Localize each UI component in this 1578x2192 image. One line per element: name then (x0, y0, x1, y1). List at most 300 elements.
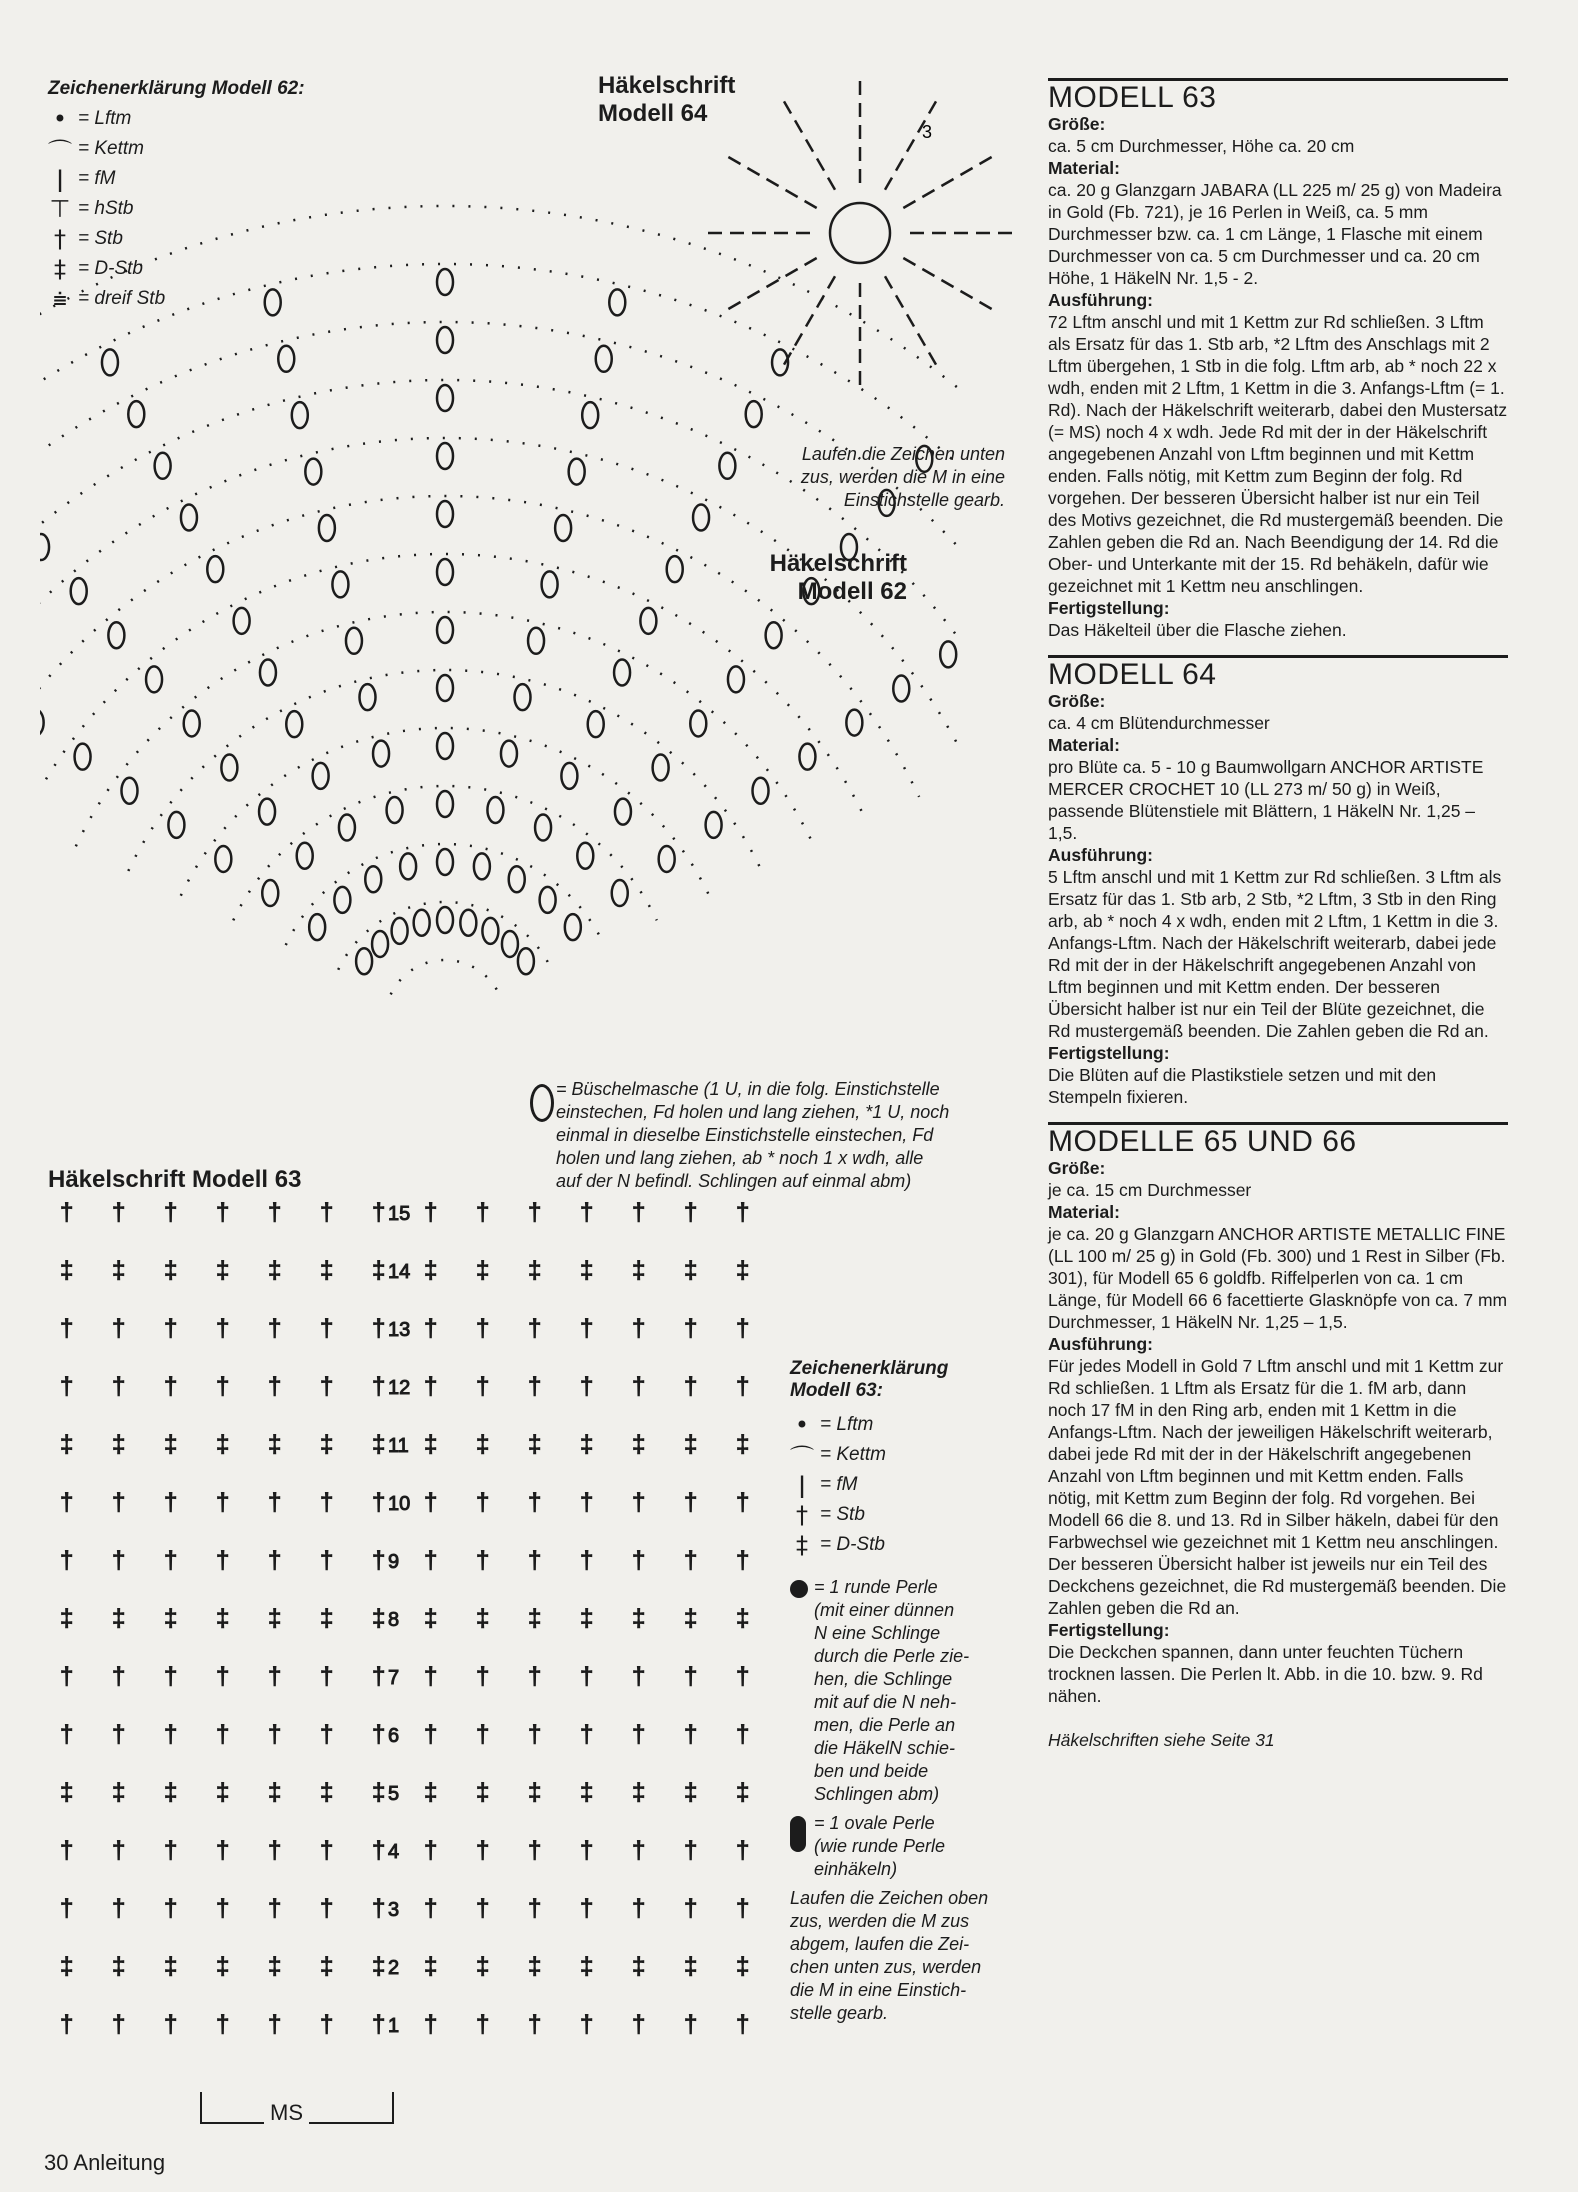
cluster-stitch (893, 675, 909, 701)
stitch-mark: † (372, 1895, 386, 1922)
stitch-mark: † (320, 2011, 334, 2038)
stitch-mark: ‡ (736, 1257, 750, 1284)
stitch-mark: ‡ (60, 1779, 74, 1806)
cluster-stitch (569, 459, 585, 485)
stitch-mark: ‡ (268, 1779, 282, 1806)
row-number: 10 (388, 1493, 411, 1515)
stitch-mark: ‡ (684, 1257, 698, 1284)
legend-text-line: = 1 runde Perle (814, 1577, 938, 1597)
cluster-stitch (474, 853, 490, 879)
stitch-mark: ‡ (372, 1779, 386, 1806)
cluster-stitch (437, 675, 453, 701)
stitch-mark: † (476, 1489, 490, 1516)
cluster-stitch (693, 504, 709, 530)
legend-text-line: ben und beide (814, 1761, 929, 1781)
stitch-mark: ‡ (424, 1953, 438, 1980)
cluster-stitch (234, 608, 250, 634)
row-number: 6 (388, 1725, 400, 1747)
stitch-mark: † (164, 2011, 178, 2038)
stitch-mark: † (112, 1489, 126, 1516)
stitch-mark (960, 168, 972, 175)
stitch-mark: † (684, 1895, 698, 1922)
stitch-mark: ‡ (164, 1605, 178, 1632)
cluster-stitch (588, 711, 604, 737)
stitch-mark: ‡ (580, 1431, 594, 1458)
stitch-mark: ‡ (632, 1605, 646, 1632)
stitch-mark: † (216, 1373, 230, 1400)
stitch-mark: † (268, 1315, 282, 1342)
legend-text-line: (wie runde Perle (814, 1836, 946, 1856)
stitch-symbol-icon: † (54, 225, 66, 253)
legend-text-line: einhäkeln) (814, 1859, 898, 1879)
stitch-mark: † (476, 2011, 490, 2038)
stitch-mark: † (476, 1315, 490, 1342)
stitch-mark: ‡ (580, 1779, 594, 1806)
stitch-mark: † (424, 1199, 438, 1226)
stitch-mark: † (528, 1895, 542, 1922)
cluster-stitch (799, 744, 815, 770)
cluster-stitch (181, 504, 197, 530)
stitch-mark: ‡ (684, 1779, 698, 1806)
chart-63-title: Häkelschrift Modell 63 (48, 1166, 302, 1193)
cluster-stitch (305, 459, 321, 485)
row-number: 9 (388, 1551, 400, 1573)
stitch-mark: † (476, 1199, 490, 1226)
cluster-stitch (460, 910, 476, 936)
stitch-mark: † (580, 1837, 594, 1864)
instructions-column (1048, 78, 1508, 1765)
stitch-mark: ‡ (372, 1605, 386, 1632)
stitch-mark: † (580, 1663, 594, 1690)
cluster-stitch (286, 711, 302, 737)
legend-text-line: zus, werden die M zus (790, 1911, 970, 1931)
stitch-mark: † (684, 1373, 698, 1400)
svg-text:3: 3 (922, 122, 933, 142)
stitch-mark: † (372, 1547, 386, 1574)
stitch-mark: ‡ (372, 1953, 386, 1980)
cluster-stitch (555, 515, 571, 541)
stitch-mark: ‡ (580, 1605, 594, 1632)
cluster-stitch (278, 346, 294, 372)
stitch-mark: † (320, 1837, 334, 1864)
section-modell-63: MODELL 63 Größe: ca. 5 cm Durchmesser, Höhe ca. 20 cm Material: ca. 20 g Glanzgarn JABARA (LL 225 m/ 25 g) von Madeira in Gold (Fb. 721), je 16 Perlen in Weiß, ca. 5 mm Durchmesser bzw. ca. 1 cm Länge, 1 Flasche mit einem Durchmesser von ca. 5 cm Durchmesser und ca. 20 cm Höhe, 1 HäkelN Nr. 1,5 - 2. Ausführung: 72 Lftm anschl und mit 1 Kettm zur Rd schließen. 3 Lftm als Ersatz für das 1. Stb arb, *2 Lftm des Anschlags mit 2 Lftm übergehen, 1 Stb in die folg. Lftm arb, ab * noch 22 x wdh, enden mit 2 Lftm, 1 Kettm in die 3. Anfangs-Lftm (= 1. Rd). Nach der Häkelschrift weiterarb, dabei den Mustersatz (= MS) noch 4 x wdh. Jede Rd mit der in der Häkelschrift angegebenen Anzahl von Lftm beginnen und mit Kettm enden. Falls nötig, mit Kettm zum Beginn der folg. Rd vorgehen. Der besseren Übersicht halber ist nur ein Teil des Motivs gezeichnet, die Rd mustergemäß beenden. Die Zahlen geben die Rd an. Nach Beendigung der 14. Rd die Ober- und Unterkante mit der 15. Rd behäkeln, dafür wie gezeichnet mit 1 Kettm neu anschlingen. Fertigstellung: Das Häkelteil über die Flasche ziehen. (1048, 78, 1508, 641)
stitch-mark: † (632, 1373, 646, 1400)
stitch-label: = fM (820, 1474, 858, 1495)
legend-text-line: = 1 ovale Perle (814, 1813, 935, 1833)
stitch-mark: † (684, 1315, 698, 1342)
cluster-stitch (582, 402, 598, 428)
chart-64-note: Laufen die Zeichen unten zus, werden die M in eine Einstichstelle gearb. (800, 444, 1005, 510)
stitch-mark: † (684, 1547, 698, 1574)
cluster-stitch (372, 931, 388, 957)
stitch-mark: ‡ (320, 1257, 334, 1284)
stitch-mark: † (112, 1547, 126, 1574)
stitch-mark: † (424, 1895, 438, 1922)
stitch-mark: † (632, 2011, 646, 2038)
stitch-mark: † (424, 1315, 438, 1342)
cluster-stitch (437, 791, 453, 817)
cluster-stitch (265, 289, 281, 315)
stitch-mark: ‡ (684, 1605, 698, 1632)
row-number: 1 (388, 2015, 400, 2037)
legend-63-item (790, 1440, 1010, 1470)
stitch-mark: † (684, 1721, 698, 1748)
stitch-mark: ‡ (216, 1779, 230, 1806)
stitch-label: = Lftm (820, 1414, 874, 1435)
stitch-label: = hStb (78, 198, 134, 219)
stitch-label: = Kettm (820, 1444, 886, 1465)
stitch-mark: ‡ (476, 1605, 490, 1632)
stitch-mark: † (424, 1663, 438, 1690)
stitch-label: = D-Stb (78, 258, 143, 279)
chain-row (40, 496, 919, 797)
cluster-stitch (346, 628, 362, 654)
stitch-mark: ‡ (424, 1779, 438, 1806)
legend-text-line: mit auf die N neh- (814, 1692, 957, 1712)
stitch-mark: ‡ (528, 1779, 542, 1806)
row-number: 11 (388, 1435, 409, 1457)
cluster-stitch (334, 887, 350, 913)
stitch-mark: ‡ (112, 1257, 126, 1284)
stitch-mark: ‡ (632, 1953, 646, 1980)
stitch-mark: ‡ (632, 1431, 646, 1458)
stitch-mark: † (320, 1721, 334, 1748)
cluster-stitch (640, 608, 656, 634)
stitch-mark: † (60, 1547, 74, 1574)
cluster-stitch (392, 918, 408, 944)
stitch-mark: ‡ (424, 1605, 438, 1632)
stitch-mark: ‡ (424, 1257, 438, 1284)
stitch-mark: † (580, 1547, 594, 1574)
cluster-stitch (260, 660, 276, 686)
cluster-stitch (221, 755, 237, 781)
heading-modelle-65-66: MODELLE 65 UND 66 (1048, 1122, 1508, 1157)
cluster-stitch (387, 797, 403, 823)
stitch-mark (980, 302, 992, 309)
stitch-mark: † (632, 1837, 646, 1864)
stitch-mark: † (528, 1199, 542, 1226)
cluster-stitch (518, 948, 534, 974)
cluster-stitch (437, 501, 453, 527)
cluster-stitch (292, 402, 308, 428)
stitch-mark: † (164, 1837, 178, 1864)
stitch-mark: ‡ (528, 1257, 542, 1284)
cluster-stitch (577, 843, 593, 869)
stitch-label: = Stb (820, 1504, 865, 1525)
stitch-mark: † (424, 1373, 438, 1400)
stitch-mark: † (60, 1489, 74, 1516)
stitch-mark: † (736, 1895, 750, 1922)
legend-text-line: durch die Perle zie- (814, 1646, 970, 1666)
stitch-mark: † (268, 1663, 282, 1690)
cluster-stitch (916, 446, 932, 472)
legend-text-line: hen, die Schlinge (814, 1669, 953, 1689)
stitch-symbol-icon: ⊤ (49, 195, 71, 223)
stitch-mark: † (268, 1721, 282, 1748)
cluster-stitch (128, 401, 144, 427)
chain-row (391, 960, 500, 994)
stitch-mark: † (580, 2011, 594, 2038)
stitch-mark: † (60, 1721, 74, 1748)
legend-text-line: stelle gearb. (790, 2003, 889, 2023)
legend-63-title: Zeichenerklärung Modell 63: (790, 1358, 949, 1401)
stitch-mark: † (164, 1895, 178, 1922)
stitch-mark: † (268, 1547, 282, 1574)
stitch-mark: ‡ (528, 1953, 542, 1980)
stitch-symbol-icon: ǀ (56, 165, 64, 193)
stitch-mark: ‡ (476, 1431, 490, 1458)
stitch-mark: † (632, 1547, 646, 1574)
heading-modell-63: MODELL 63 (1048, 78, 1508, 113)
legend-text-line: die M in eine Einstich- (790, 1980, 967, 2000)
cluster-stitch (667, 556, 683, 582)
cluster-stitch (71, 578, 87, 604)
legend-text-line: chen unten zus, werden (790, 1957, 982, 1977)
cluster-stitch (102, 349, 118, 375)
stitch-mark: ‡ (112, 1779, 126, 1806)
stitch-mark: † (424, 1489, 438, 1516)
stitch-mark: † (736, 1547, 750, 1574)
stitch-mark (980, 157, 992, 164)
stitch-label: = Stb (78, 228, 123, 249)
stitch-mark: ‡ (268, 1257, 282, 1284)
stitch-mark: † (528, 1315, 542, 1342)
stitch-mark: † (528, 1547, 542, 1574)
bueschel-icon (530, 1084, 554, 1122)
stitch-mark: † (112, 2011, 126, 2038)
cluster-stitch (168, 812, 184, 838)
cluster-stitch (528, 628, 544, 654)
oval-pearl-icon (790, 1816, 806, 1852)
stitch-mark: † (528, 1721, 542, 1748)
stitch-mark: † (580, 1895, 594, 1922)
row-number: 4 (388, 1841, 400, 1863)
stitch-mark: † (60, 1373, 74, 1400)
stitch-mark: † (372, 1721, 386, 1748)
stitch-mark: ‡ (736, 1431, 750, 1458)
cluster-stitch (653, 755, 669, 781)
stitch-mark: † (372, 2011, 386, 2038)
stitch-mark: † (112, 1315, 126, 1342)
chart-64-title: Häkelschrift Modell 64 (598, 72, 736, 127)
stitch-mark: † (268, 1199, 282, 1226)
cluster-stitch (313, 763, 329, 789)
cluster-stitch (879, 490, 895, 516)
chart-63-diagram (40, 1190, 780, 2090)
row-number: 2 (388, 1957, 400, 1979)
stitch-mark: ‡ (216, 1257, 230, 1284)
stitch-mark (960, 291, 972, 298)
cluster-stitch (259, 799, 275, 825)
stitch-mark: † (684, 2011, 698, 2038)
stitch-mark: † (320, 1373, 334, 1400)
cluster-stitch (753, 778, 769, 804)
legend-63-item (790, 1530, 1010, 1560)
row-number: 5 (388, 1783, 400, 1805)
stitch-mark: † (632, 1199, 646, 1226)
cluster-stitch (319, 515, 335, 541)
stitch-mark: † (528, 1489, 542, 1516)
stitch-mark: ‡ (476, 1257, 490, 1284)
stitch-mark: ‡ (684, 1431, 698, 1458)
cluster-stitch (540, 887, 556, 913)
stitch-mark: ‡ (320, 1431, 334, 1458)
bueschel-legend: = Büschelmasche (1 U, in die folg. Einstichstelle einstechen, Fd holen und lang ziehen, *1 U, noch einmal in dieselbe Einstichstelle einstechen, Fd holen und lang ziehen, ab * noch 1 x wdh, alle auf der N befindl. Schlingen auf einmal abm) (530, 1078, 1010, 1193)
cluster-stitch (561, 763, 577, 789)
stitch-symbol-icon: ‡ (54, 255, 66, 283)
stitch-symbol-icon: ⌒ (790, 1443, 814, 1472)
stitch-mark: † (476, 1373, 490, 1400)
row-number: 8 (388, 1609, 400, 1631)
stitch-mark: † (216, 1663, 230, 1690)
stitch-mark: ‡ (476, 1953, 490, 1980)
cluster-stitch (108, 622, 124, 648)
legend-63-item (790, 1410, 1010, 1440)
section-modelle-65-66: MODELLE 65 UND 66 Größe: je ca. 15 cm Durchmesser Material: je ca. 20 g Glanzgarn ANCHOR ARTISTE METALLIC FINE (LL 100 m/ 25 g) in Gold (Fb. 300) und 1 Rest in Silber (Fb. 301), für Modell 65 6 goldfb. Riffelperlen von ca. 1 cm Länge, für Modell 66 6 facettierte Glasknöpfe von ca. 7 mm Durchmesser, 1 HäkelN Nr. 1,25 – 1,5. Ausführung: Für jedes Modell in Gold 7 Lftm anschl und mit 1 Kettm zur Rd schließen. 1 Lftm als Ersatz für die 1. fM arb, dann noch 17 fM in den Ring arb, enden mit 1 Kettm in die Anfangs-Lftm. Nach der jeweiligen Häkelschrift weiterarb, dabei jede Rd mit der in der Häkelschrift angegebenen Anzahl von Lftm beginnen und mit Kettm enden. Falls nötig, mit Kettm zum Beginn der folg. Rd vorgehen. Bei Modell 66 die 8. und 13. Rd in Silber häkeln, dabei für den Farbwechsel wie gezeichnet mit 1 Kettm neu anschlingen. Der besseren Übersicht halber ist jeweils nur ein Teil des Deckchens gezeichnet, die Rd mustergemäß beenden. Die Zahlen geben die Rd an. Fertigstellung: Die Deckchen spannen, dann unter feuchten Tüchern trocknen lassen. Die Perlen lt. Abb. in die 10. bzw. 9. Rd nähen. Häkelschriften siehe Seite 31 (1048, 1122, 1508, 1751)
mustersatz-bracket (200, 2092, 394, 2124)
stitch-mark: † (528, 1837, 542, 1864)
row-number: 13 (388, 1319, 411, 1341)
stitch-symbol-icon: ‡ (796, 1531, 808, 1559)
stitch-mark: † (216, 1721, 230, 1748)
stitch-mark: ‡ (632, 1779, 646, 1806)
row-number: 14 (388, 1261, 411, 1283)
cluster-stitch (40, 534, 49, 560)
stitch-mark: ‡ (112, 1605, 126, 1632)
round-pearl-icon (790, 1580, 808, 1598)
stitch-mark: ‡ (60, 1953, 74, 1980)
stitch-mark: † (736, 1721, 750, 1748)
cluster-stitch (501, 741, 517, 767)
stitch-mark: † (112, 1199, 126, 1226)
stitch-mark: † (112, 1373, 126, 1400)
stitch-mark: † (372, 1315, 386, 1342)
stitch-mark: † (424, 1547, 438, 1574)
stitch-mark: ‡ (60, 1605, 74, 1632)
legend-63-note (790, 1887, 1010, 2025)
stitch-mark: ‡ (736, 1779, 750, 1806)
stitch-mark: † (632, 1663, 646, 1690)
stitch-mark: ‡ (580, 1257, 594, 1284)
stitch-symbol-icon: • (52, 105, 68, 133)
cluster-stitch (207, 556, 223, 582)
cluster-stitch (596, 346, 612, 372)
stitch-mark: † (736, 1315, 750, 1342)
ms-label: MS (264, 2100, 309, 2126)
chain-row (286, 844, 604, 945)
legend-63-item (790, 1470, 1010, 1500)
stitch-mark: † (268, 1489, 282, 1516)
stitch-mark: † (580, 1489, 594, 1516)
heading-modell-64: MODELL 64 (1048, 655, 1508, 690)
cluster-stitch (706, 812, 722, 838)
chain-row (338, 902, 552, 970)
stitch-mark: ‡ (60, 1431, 74, 1458)
row-number: 15 (388, 1203, 411, 1225)
cluster-stitch (215, 846, 231, 872)
stitch-mark: † (424, 1837, 438, 1864)
chain-row (40, 264, 960, 698)
section-modell-64: MODELL 64 Größe: ca. 4 cm Blütendurchmesser Material: pro Blüte ca. 5 - 10 g Baumwollgarn ANCHOR ARTISTE MERCER CROCHET 10 (LL 273 m/ 50 g) in Weiß, passende Blütenstiele mit Blättern, 1 HäkelN Nr. 1,25 – 1,5. Ausführung: 5 Lftm anschl und mit 1 Kettm zur Rd schließen. 3 Lftm als Ersatz für das 1. Stb arb, 2 Stb, *2 Lftm, 3 Stb in den Ring arb, ab * noch 4 x wdh, enden mit 2 Lftm, 1 Kettm in die 3. Anfangs-Lftm. Nach der Häkelschrift weiterarb, dabei jede Rd mit der in der Häkelschrift angegebenen Anzahl von Lftm beginnen und mit Kettm enden. Der besseren Übersicht halber ist nur ein Teil der Blüte gezeichnet, die Rd mustergemäß beenden. Die Zahlen geben die Rd an. Fertigstellung: Die Blüten auf die Plastikstiele setzen und mit den Stempeln fixieren. (1048, 655, 1508, 1108)
cluster-stitch (121, 778, 137, 804)
cluster-stitch (487, 797, 503, 823)
cluster-stitch (719, 453, 735, 479)
stitch-mark: † (372, 1373, 386, 1400)
stitch-mark: † (736, 1837, 750, 1864)
stitch-mark: ‡ (320, 1953, 334, 1980)
stitch-mark: † (164, 1489, 178, 1516)
cluster-stitch (437, 907, 453, 933)
cluster-stitch (772, 349, 788, 375)
stitch-mark: † (372, 1489, 386, 1516)
cluster-stitch (535, 815, 551, 841)
cluster-stitch (766, 622, 782, 648)
stitch-mark: † (60, 1837, 74, 1864)
stitch-symbol-icon: † (796, 1501, 808, 1529)
stitch-mark: † (164, 1199, 178, 1226)
stitch-mark: † (580, 1721, 594, 1748)
stitch-mark: † (320, 1663, 334, 1690)
stitch-mark: † (216, 1895, 230, 1922)
stitch-mark: † (528, 1663, 542, 1690)
stitch-mark: † (216, 1489, 230, 1516)
cluster-stitch (339, 815, 355, 841)
stitch-mark: † (476, 1547, 490, 1574)
legend-63 (790, 1358, 1010, 2025)
cluster-stitch (184, 710, 200, 736)
stitch-symbol-icon: • (794, 1411, 810, 1439)
row-number: 3 (388, 1899, 400, 1921)
stitch-mark: ‡ (320, 1605, 334, 1632)
stitch-mark: ‡ (320, 1779, 334, 1806)
cluster-stitch (437, 849, 453, 875)
cluster-stitch (400, 853, 416, 879)
stitch-label: = fM (78, 168, 116, 189)
stitch-label: = D-Stb (820, 1534, 885, 1555)
pearl-round-legend (790, 1576, 1010, 1806)
stitch-mark: ‡ (112, 1953, 126, 1980)
stitch-mark: † (528, 2011, 542, 2038)
chain-row (76, 612, 814, 846)
stitch-mark: † (424, 1721, 438, 1748)
cluster-stitch (262, 880, 278, 906)
cluster-stitch (659, 846, 675, 872)
cluster-stitch (940, 641, 956, 667)
stitch-mark: ‡ (372, 1431, 386, 1458)
stitch-mark: † (268, 1895, 282, 1922)
stitch-mark: † (112, 1837, 126, 1864)
stitch-mark: † (580, 1373, 594, 1400)
stitch-mark: ‡ (424, 1431, 438, 1458)
legend-text-line: abgem, laufen die Zei- (790, 1934, 970, 1954)
stitch-mark: † (60, 2011, 74, 2038)
stitch-mark: ‡ (736, 1953, 750, 1980)
legend-text-line: N eine Schlinge (814, 1623, 941, 1643)
stitch-mark: † (112, 1663, 126, 1690)
stitch-mark: ‡ (268, 1431, 282, 1458)
row-number: 7 (388, 1667, 400, 1689)
cluster-stitch (297, 843, 313, 869)
stitch-mark: † (372, 1199, 386, 1226)
stitch-mark: † (632, 1895, 646, 1922)
stitch-mark: ‡ (164, 1257, 178, 1284)
legend-text-line: Schlingen abm) (814, 1784, 940, 1804)
stitch-mark: ‡ (372, 1257, 386, 1284)
stitch-mark: † (632, 1315, 646, 1342)
legend-text-line: men, die Perle an (814, 1715, 956, 1735)
stitch-mark: † (320, 1489, 334, 1516)
stitch-mark: † (216, 1199, 230, 1226)
